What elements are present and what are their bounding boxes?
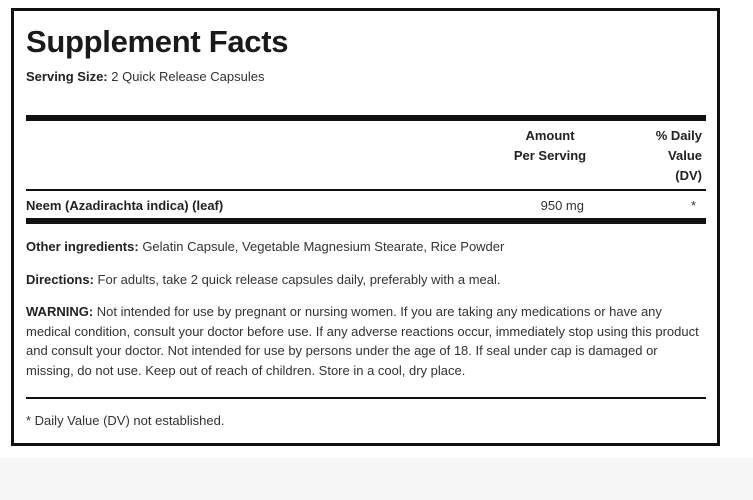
header-amount-line1: Amount bbox=[525, 128, 575, 143]
page-background-strip bbox=[0, 458, 753, 500]
panel-title: Supplement Facts bbox=[26, 24, 289, 59]
header-dv-line3: (DV) bbox=[675, 168, 702, 183]
panel-content bbox=[26, 11, 706, 443]
header-daily-value bbox=[642, 126, 702, 186]
directions-label: Directions: bbox=[26, 272, 94, 287]
divider-thick-row bbox=[26, 218, 706, 224]
divider-thick-top bbox=[26, 115, 706, 121]
directions-text: For adults, take 2 quick release capsules daily, preferably with a meal. bbox=[97, 272, 501, 287]
other-ingredients-text: Gelatin Capsule, Vegetable Magnesium Stearate, Rice Powder bbox=[142, 239, 505, 254]
supplement-facts-panel bbox=[11, 8, 720, 446]
warning-text: Not intended for use by pregnant or nursing women. If you are taking any medications or have any medical condition, consult your doctor before use. If any adverse reactions occur, immediately stop using this product and consult your doctor. Not intended for use by persons under the age of 18. If seal under cap is damaged or missing, do not use. Keep out of reach of children. Store in a cool, dry place. bbox=[26, 304, 699, 378]
divider-thin-footnote bbox=[26, 397, 706, 399]
serving-size bbox=[26, 68, 264, 86]
directions bbox=[26, 270, 706, 290]
other-ingredients-label: Other ingredients: bbox=[26, 239, 139, 254]
table-row bbox=[26, 195, 706, 217]
other-ingredients bbox=[26, 237, 706, 257]
ingredient-name: Neem (Azadirachta indica) (leaf) bbox=[26, 198, 224, 213]
warning bbox=[26, 302, 706, 380]
header-amount-per-serving bbox=[510, 126, 590, 166]
serving-size-label: Serving Size: bbox=[26, 69, 108, 84]
header-dv-line1: % Daily bbox=[655, 128, 702, 143]
divider-thin-header bbox=[26, 189, 706, 191]
header-amount-line2: Per Serving bbox=[513, 148, 587, 163]
ingredient-dv: * bbox=[690, 198, 696, 213]
header-dv-line2: Value bbox=[668, 148, 702, 163]
footnote: * Daily Value (DV) not established. bbox=[26, 413, 225, 428]
ingredient-amount: 950 mg bbox=[540, 198, 584, 213]
serving-size-value: 2 Quick Release Capsules bbox=[111, 69, 265, 84]
warning-label: WARNING: bbox=[26, 304, 94, 319]
